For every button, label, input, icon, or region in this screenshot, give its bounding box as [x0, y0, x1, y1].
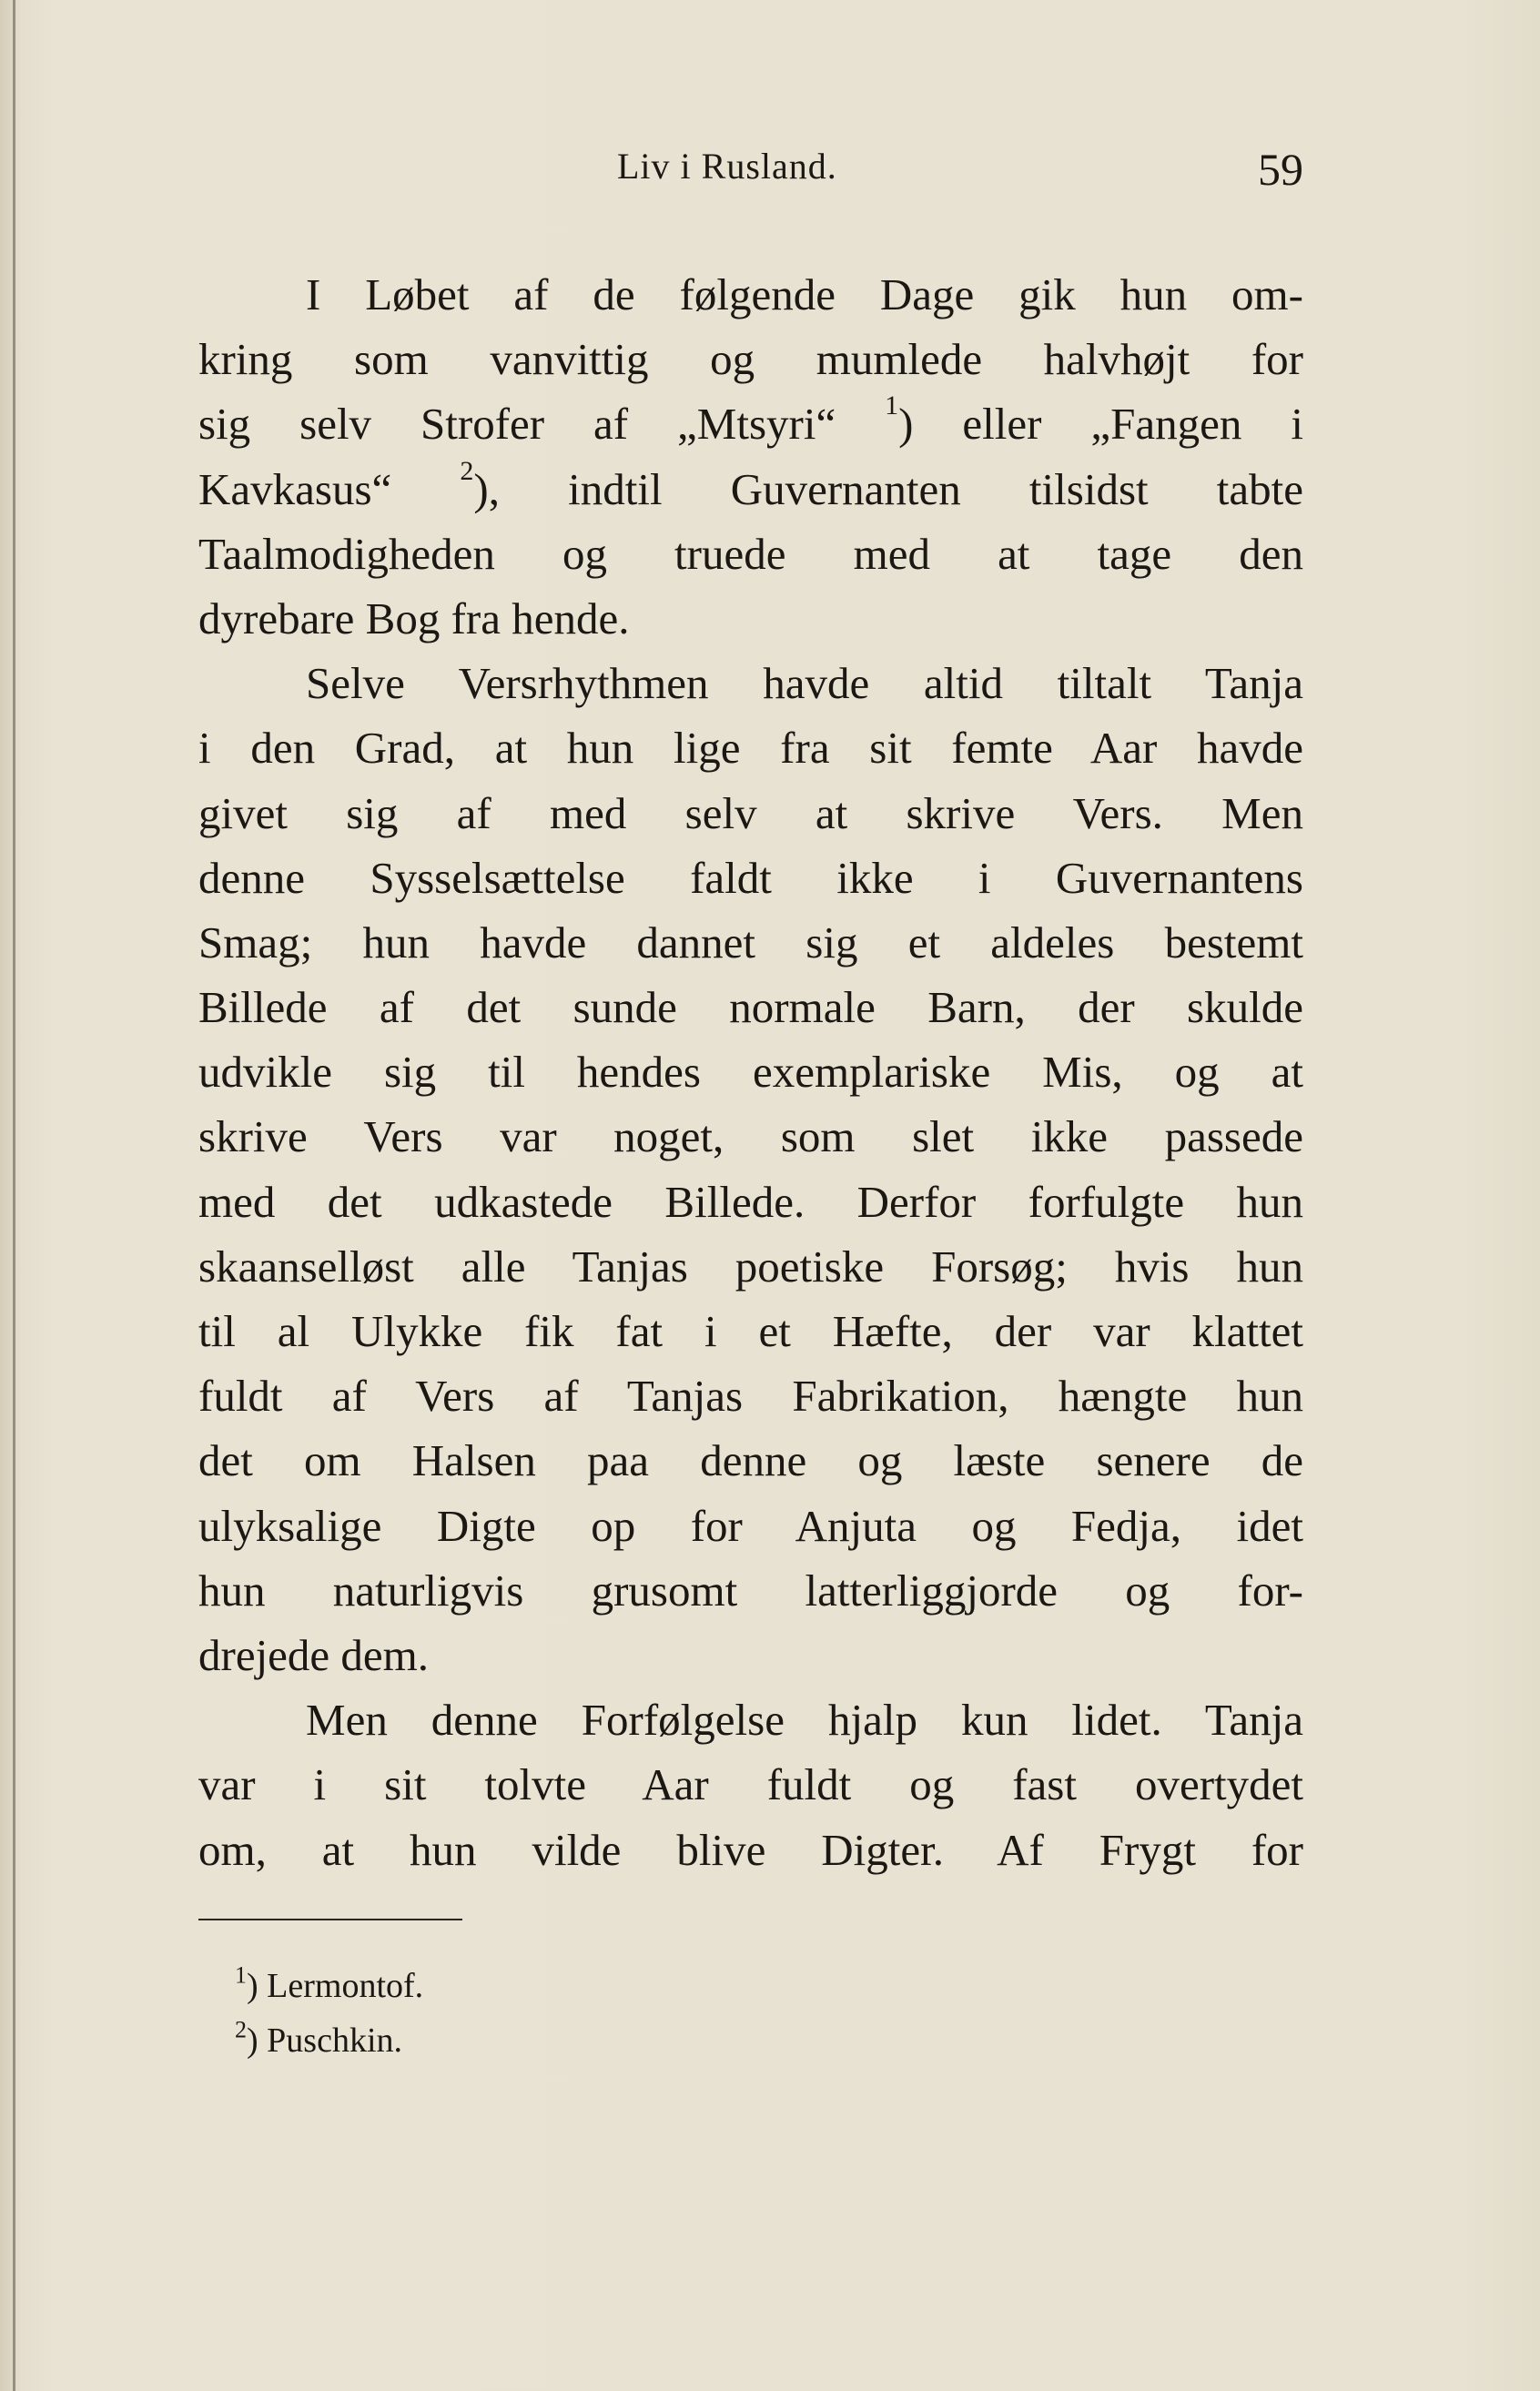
text-line: drejede dem.: [198, 1629, 430, 1680]
page-number: 59: [1258, 144, 1303, 195]
text-line: denne Sysselsættelse faldt ikke i Guvernantens: [198, 852, 1303, 903]
text-line: Smag; hun havde dannet sig et aldeles bestemt: [198, 917, 1303, 968]
footnote-reference: 1: [885, 390, 899, 421]
footnote: [235, 2013, 1054, 2068]
running-title: Liv i Rusland.: [617, 146, 837, 187]
text-line: givet sig af med selv at skrive Vers. Men: [198, 787, 1303, 838]
text-line: [198, 391, 1303, 456]
text-line: det om Halsen paa denne og læste senere de: [198, 1435, 1303, 1486]
text-line: til al Ulykke fik fat i et Hæfte, der var klattet: [198, 1306, 1303, 1356]
text-fragment: ) eller „Fangen i: [898, 399, 1303, 450]
page-header: [198, 144, 1303, 198]
text-line: i den Grad, at hun lige fra sit femte Aar havde: [198, 723, 1303, 774]
footnote-marker: 1: [235, 1961, 247, 1989]
page-edge-shadow: [13, 0, 15, 2391]
text-line: Taalmodigheden og truede med at tage den: [198, 528, 1303, 579]
footnote-reference: 2: [460, 455, 474, 486]
text-line: om, at hun vilde blive Digter. Af Frygt for: [198, 1824, 1303, 1875]
text-line: I Løbet af de følgende Dage gik hun om-: [306, 269, 1303, 319]
text-line: dyrebare Bog fra hende.: [198, 593, 630, 643]
text-line: var i sit tolvte Aar fuldt og fast overtydet: [198, 1759, 1303, 1810]
footnote-text: ) Puschkin.: [247, 2021, 402, 2060]
text-line: udvikle sig til hendes exemplariske Mis, og at: [198, 1047, 1303, 1098]
text-line: hun naturligvis grusomt latterliggjorde og for-: [198, 1565, 1303, 1616]
text-line: skrive Vers var noget, som slet ikke passede: [198, 1111, 1303, 1162]
footnotes: [235, 1959, 1054, 2068]
text-line: skaanselløst alle Tanjas poetiske Forsøg; hvis hun: [198, 1241, 1303, 1292]
text-line: ulyksalige Digte op for Anjuta og Fedja, idet: [198, 1500, 1303, 1551]
body-text: [198, 262, 1303, 1882]
footnote-divider: [198, 1919, 462, 1920]
footnote-marker: 2: [235, 2016, 247, 2043]
text-fragment: ), indtil Guvernanten tilsidst tabte: [473, 463, 1303, 514]
text-line: Billede af det sunde normale Barn, der skulde: [198, 982, 1303, 1033]
text-line: [198, 457, 1303, 522]
footnote: [235, 1959, 1054, 2013]
text-line: kring som vanvittig og mumlede halvhøjt for: [198, 334, 1303, 385]
footnote-text: ) Lermontof.: [247, 1967, 424, 2005]
text-line: Selve Versrhythmen havde altid tiltalt Tanja: [306, 658, 1303, 709]
text-line: Men denne Forfølgelse hjalp kun lidet. Tanja: [306, 1695, 1303, 1746]
text-fragment: Kavkasus“: [198, 463, 461, 514]
text-line: fuldt af Vers af Tanjas Fabrikation, hængte hun: [198, 1371, 1303, 1422]
text-line: med det udkastede Billede. Derfor forfulgte hun: [198, 1176, 1303, 1227]
text-fragment: sig selv Strofer af „Mtsyri“: [198, 399, 886, 450]
